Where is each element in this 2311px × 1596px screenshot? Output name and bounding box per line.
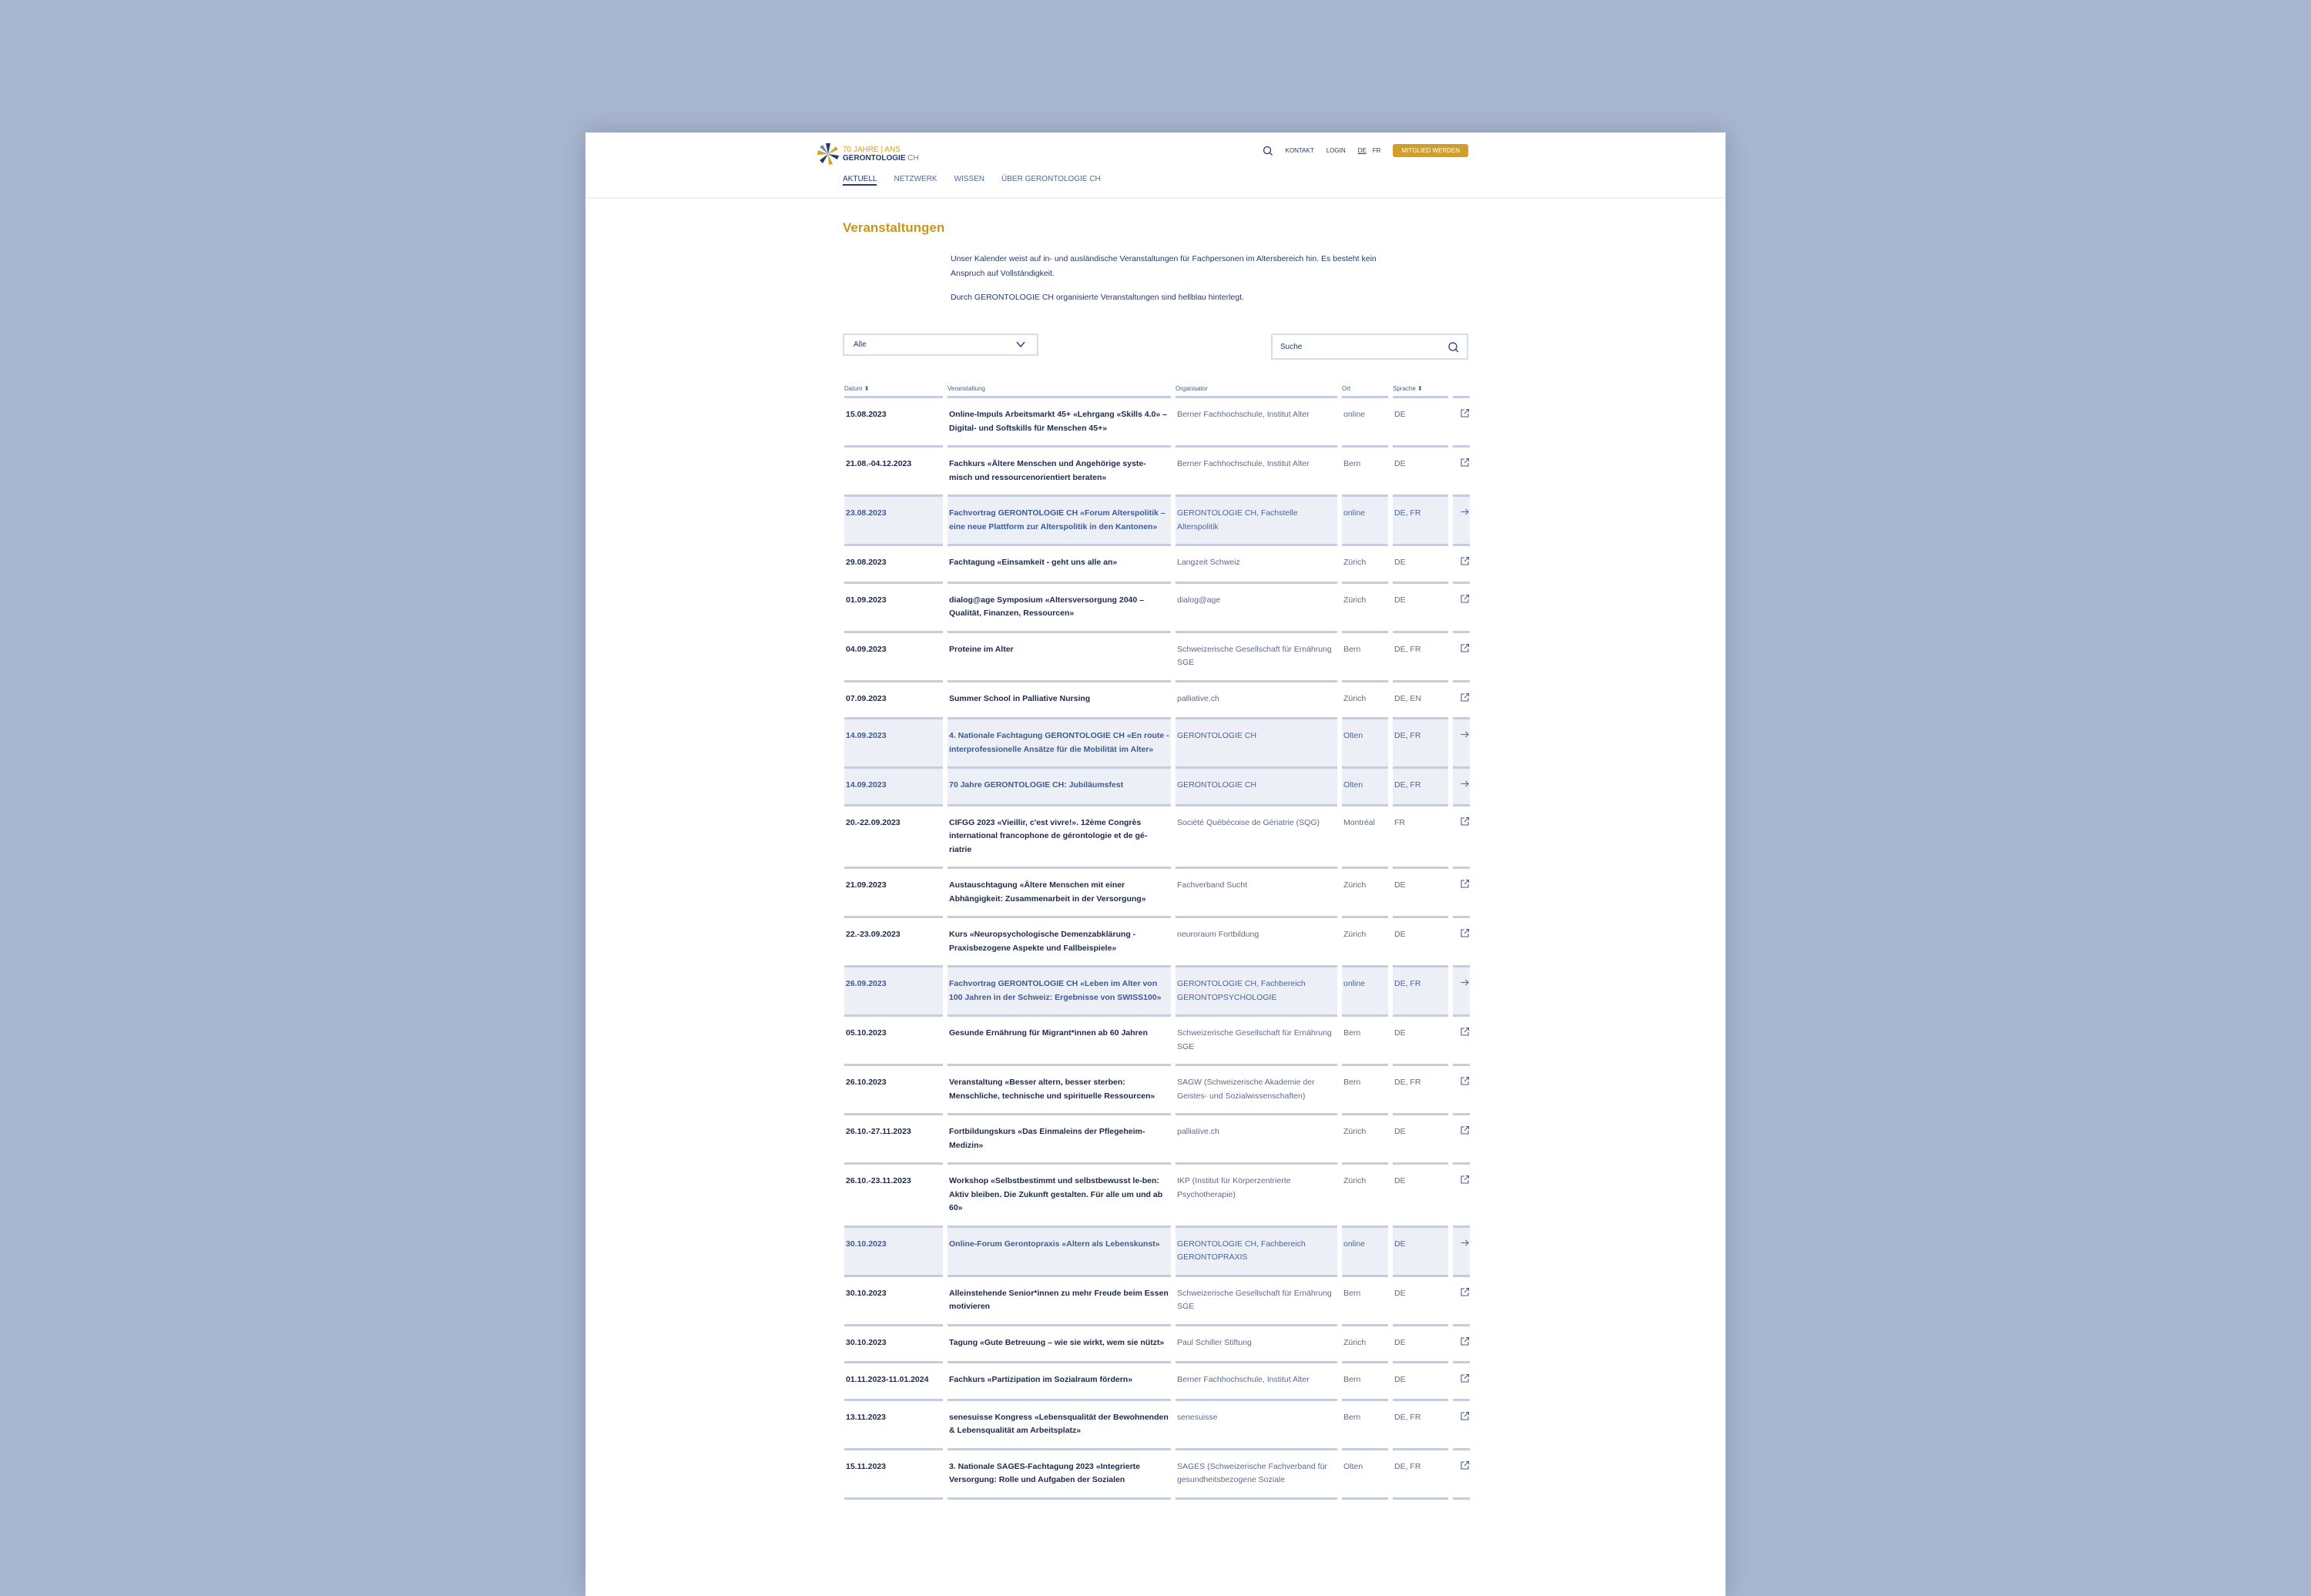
event-place: Zürich [1342,1326,1388,1364]
event-place: Bern [1342,448,1388,497]
event-language: DE [1393,584,1448,633]
event-title[interactable]: Fachkurs «Partizipation im Sozialraum fördern» [948,1363,1171,1401]
event-title[interactable]: Austauschtagung «Ältere Menschen mit einer Abhängigkeit: Zusammenarbeit in der Versorgung» [948,869,1171,918]
search-icon[interactable] [1263,146,1273,156]
event-organizer: IKP (Institut für Körperzentrierte Psychotherapie) [1176,1165,1337,1228]
event-language: FR [1393,806,1448,870]
external-link-icon[interactable] [1453,1115,1470,1165]
event-language: DE [1393,918,1448,967]
table-row[interactable] [844,1228,1470,1277]
event-language: DE [1393,1228,1448,1277]
event-organizer: Berner Fachhochschule, Institut Alter [1176,1363,1337,1401]
event-organizer: Fachverband Sucht [1176,869,1337,918]
event-title[interactable]: Kurs «Neuropsychologische Demenzabklärung - Praxisbezogene Aspekte und Fallbeispiele» [948,918,1171,967]
event-organizer: SAGES (Schweizerische Fachverband für gesundheitsbezogene Soziale [1176,1450,1337,1500]
external-link-icon[interactable] [1453,1326,1470,1364]
table-row[interactable] [844,869,1470,918]
external-link-icon[interactable] [1453,1017,1470,1066]
external-link-icon[interactable] [1453,1066,1470,1115]
column-header-organisator: Organisator [1176,385,1337,398]
intro-text [951,252,1382,314]
external-link-icon[interactable] [1453,1277,1470,1326]
event-place: online [1342,967,1388,1017]
search-input[interactable] [1271,334,1468,360]
column-header-datum[interactable]: Datum ⬍ [844,385,943,398]
table-row[interactable] [844,497,1470,546]
event-title[interactable]: Fortbildungskurs «Das Einmaleins der Pflegeheim-Medizin» [948,1115,1171,1165]
event-date: 26.10.-27.11.2023 [844,1115,943,1165]
event-title[interactable]: Workshop «Selbstbestimmt und selbstbewusst le-ben: Aktiv bleiben. Die Zukunft gestalten. Für alle um und ab 60» [948,1165,1171,1228]
event-date: 04.09.2023 [844,633,943,682]
event-organizer: Langzeit Schweiz [1176,546,1337,584]
event-organizer: palliative.ch [1176,682,1337,720]
event-place: online [1342,398,1388,448]
event-place: Zürich [1342,918,1388,967]
event-place: Bern [1342,1017,1388,1066]
event-place: Bern [1342,633,1388,682]
event-date: 01.11.2023-11.01.2024 [844,1363,943,1401]
external-link-icon[interactable] [1453,1363,1470,1401]
event-organizer: Schweizerische Gesellschaft für Ernährung SGE [1176,633,1337,682]
external-link-icon[interactable] [1453,1450,1470,1500]
event-date: 30.10.2023 [844,1277,943,1326]
nav-netzwerk[interactable]: NETZWERK [894,175,937,183]
logo-line-2: GERONTOLOGIE [843,154,906,163]
sort-icon[interactable]: ⬍ [1417,385,1423,392]
event-language: DE, FR [1393,1401,1448,1450]
login-link[interactable]: LOGIN [1326,147,1346,154]
event-organizer: Société Québécoise de Gériatrie (SQG) [1176,806,1337,870]
event-place: Zürich [1342,1165,1388,1228]
event-place: Zürich [1342,1115,1388,1165]
event-date: 26.10.-23.11.2023 [844,1165,943,1228]
event-date: 22.-23.09.2023 [844,918,943,967]
event-title[interactable]: Veranstaltung «Besser altern, besser sterben: Menschliche, technische und spirituelle Ressourcen» [948,1066,1171,1115]
event-title[interactable]: 4. Nationale Fachtagung GERONTOLOGIE CH «En route - interprofessionelle Ansätze für die Mobilität im Alter» [948,719,1171,769]
table-row[interactable] [844,918,1470,967]
event-place: Bern [1342,1363,1388,1401]
event-date: 15.08.2023 [844,398,943,448]
event-organizer: GERONTOLOGIE CH, Fachstelle Alterspolitik [1176,497,1337,546]
event-title[interactable]: dialog@age Symposium «Altersversorgung 2040 – Qualität, Finanzen, Ressourcen» [948,584,1171,633]
table-row[interactable] [844,1363,1470,1401]
intro-paragraph-1: Unser Kalender weist auf in- und ausländische Veranstaltungen für Fachpersonen im Altersbereich hin. Es besteht kein Anspruch auf Vollständigkeit. [951,254,1377,278]
logo[interactable] [817,142,919,166]
table-row[interactable] [844,1450,1470,1500]
external-link-icon[interactable] [1453,918,1470,967]
table-row[interactable] [844,546,1470,584]
event-date: 30.10.2023 [844,1326,943,1364]
page-card [585,132,1726,1596]
event-date: 05.10.2023 [844,1017,943,1066]
event-title[interactable]: CIFGG 2023 «Vieillir, c'est vivre!». 12ème Congrès international francophone de gérontologie et de gé-riatrie [948,806,1171,870]
table-row[interactable] [844,1017,1470,1066]
event-date: 15.11.2023 [844,1450,943,1500]
event-language: DE, FR [1393,967,1448,1017]
event-language: DE [1393,448,1448,497]
nav-wissen[interactable]: WISSEN [954,175,985,183]
category-select-value: Alle [854,340,867,349]
external-link-icon[interactable] [1453,633,1470,682]
event-title[interactable]: senesuisse Kongress «Lebensqualität der Bewohnenden & Lebensqualität am Arbeitsplatz» [948,1401,1171,1450]
arrow-right-icon[interactable] [1453,967,1470,1017]
table-row[interactable] [844,719,1470,769]
event-place: Montréal [1342,806,1388,870]
language-de[interactable]: DE [1357,147,1367,154]
event-title[interactable]: Gesunde Ernährung für Migrant*innen ab 60 Jahren [948,1017,1171,1066]
external-link-icon[interactable] [1453,398,1470,448]
event-language: DE [1393,1326,1448,1364]
external-link-icon[interactable] [1453,682,1470,720]
arrow-right-icon[interactable] [1453,497,1470,546]
logo-line-1: 70 JAHRE | ANS [843,146,901,154]
event-organizer: dialog@age [1176,584,1337,633]
event-organizer: GERONTOLOGIE CH [1176,719,1337,769]
event-language: DE [1393,869,1448,918]
event-place: online [1342,497,1388,546]
column-header-sprache[interactable]: Sprache ⬍ [1393,385,1448,398]
column-header-ort: Ort [1342,385,1388,398]
language-fr[interactable]: FR [1372,147,1381,154]
site-header [585,132,1726,199]
event-organizer: GERONTOLOGIE CH, Fachbereich GERONTOPSYCHOLOGIE [1176,967,1337,1017]
event-organizer: GERONTOLOGIE CH, Fachbereich GERONTOPRAXIS [1176,1228,1337,1277]
arrow-right-icon[interactable] [1453,719,1470,769]
chevron-down-icon [1015,340,1026,349]
main-navigation [843,175,1101,186]
events-table [840,385,1474,1500]
column-header-veranstaltung: Veranstaltung [948,385,1171,398]
event-title[interactable]: Fachtagung «Einsamkeit - geht uns alle an» [948,546,1171,584]
event-language: DE [1393,398,1448,448]
nav-ueber[interactable]: ÜBER GERONTOLOGIE CH [1001,175,1101,183]
arrow-right-icon[interactable] [1453,1228,1470,1277]
search-placeholder: Suche [1280,343,1303,351]
event-place: Olten [1342,1450,1388,1500]
event-date: 14.09.2023 [844,769,943,806]
event-language: DE [1393,546,1448,584]
event-language: DE, FR [1393,1450,1448,1500]
event-date: 23.08.2023 [844,497,943,546]
event-place: Zürich [1342,584,1388,633]
kontakt-link[interactable]: KONTAKT [1285,147,1314,154]
external-link-icon[interactable] [1453,448,1470,497]
event-date: 20.-22.09.2023 [844,806,943,870]
table-row[interactable] [844,806,1470,870]
event-organizer: Berner Fachhochschule, Institut Alter [1176,448,1337,497]
event-title[interactable]: Fachvortrag GERONTOLOGIE CH «Leben im Alter von 100 Jahren in der Schweiz: Ergebnisse von SWISS100» [948,967,1171,1017]
event-date: 30.10.2023 [844,1228,943,1277]
table-row[interactable] [844,1326,1470,1364]
table-row[interactable] [844,1066,1470,1115]
event-language: DE [1393,1017,1448,1066]
table-row[interactable] [844,1277,1470,1326]
table-row[interactable] [844,448,1470,497]
event-title[interactable]: Summer School in Palliative Nursing [948,682,1171,720]
table-row[interactable] [844,398,1470,448]
event-place: Zürich [1342,869,1388,918]
event-date: 01.09.2023 [844,584,943,633]
event-language: DE, EN [1393,682,1448,720]
event-title[interactable]: Alleinstehende Senior*innen zu mehr Freude beim Essen motivieren [948,1277,1171,1326]
event-date: 07.09.2023 [844,682,943,720]
category-select[interactable] [843,334,1038,356]
table-row[interactable] [844,584,1470,633]
external-link-icon[interactable] [1453,584,1470,633]
event-title[interactable]: Tagung «Gute Betreuung – wie sie wirkt, wem sie nützt» [948,1326,1171,1364]
intro-paragraph-2: Durch GERONTOLOGIE CH organisierte Veranstaltungen sind hellblau hinterlegt. [951,293,1244,302]
event-date: 26.10.2023 [844,1066,943,1115]
event-place: Bern [1342,1277,1388,1326]
event-title[interactable]: Fachkurs «Ältere Menschen und Angehörige syste-misch und ressourcenorientiert beraten» [948,448,1171,497]
top-navigation [1263,144,1468,157]
table-row[interactable] [844,1401,1470,1450]
event-language: DE [1393,1115,1448,1165]
event-date: 29.08.2023 [844,546,943,584]
external-link-icon[interactable] [1453,1401,1470,1450]
logo-star-icon [817,142,840,166]
page-title: Veranstaltungen [843,220,945,235]
event-place: Bern [1342,1401,1388,1450]
event-organizer: GERONTOLOGIE CH [1176,769,1337,806]
event-title[interactable]: 70 Jahre GERONTOLOGIE CH: Jubiläumsfest [948,769,1171,806]
table-row[interactable] [844,682,1470,720]
search-icon[interactable] [1447,341,1460,354]
event-date: 21.09.2023 [844,869,943,918]
sort-icon[interactable]: ⬍ [864,385,870,392]
event-date: 13.11.2023 [844,1401,943,1450]
external-link-icon[interactable] [1453,806,1470,870]
event-place: Bern [1342,1066,1388,1115]
event-date: 21.08.-04.12.2023 [844,448,943,497]
event-title[interactable]: Proteine im Alter [948,633,1171,682]
event-organizer: senesuisse [1176,1401,1337,1450]
table-row[interactable] [844,1165,1470,1228]
event-place: Olten [1342,769,1388,806]
event-organizer: Paul Schiller Stiftung [1176,1326,1337,1364]
event-language: DE, FR [1393,769,1448,806]
event-language: DE [1393,1363,1448,1401]
event-title[interactable]: 3. Nationale SAGES-Fachtagung 2023 «Integrierte Versorgung: Rolle und Aufgaben der Sozialen [948,1450,1171,1500]
event-language: DE [1393,1165,1448,1228]
event-organizer: palliative.ch [1176,1115,1337,1165]
event-language: DE, FR [1393,497,1448,546]
event-organizer: SAGW (Schweizerische Akademie der Geistes- und Sozialwissenschaften) [1176,1066,1337,1115]
event-language: DE, FR [1393,719,1448,769]
table-row[interactable] [844,633,1470,682]
event-language: DE, FR [1393,1066,1448,1115]
event-title[interactable]: Fachvortrag GERONTOLOGIE CH «Forum Alterspolitik – eine neue Plattform zur Alterspolitik in den Kantonen» [948,497,1171,546]
event-date: 26.09.2023 [844,967,943,1017]
event-organizer: Schweizerische Gesellschaft für Ernährung SGE [1176,1017,1337,1066]
event-place: online [1342,1228,1388,1277]
column-header-link [1453,385,1470,398]
event-organizer: Schweizerische Gesellschaft für Ernährung SGE [1176,1277,1337,1326]
table-row[interactable] [844,967,1470,1017]
external-link-icon[interactable] [1453,546,1470,584]
event-language: DE, FR [1393,633,1448,682]
event-title[interactable]: Online-Impuls Arbeitsmarkt 45+ «Lehrgang «Skills 4.0» – Digital- und Softskills für Menschen 45+» [948,398,1171,448]
event-date: 14.09.2023 [844,719,943,769]
event-organizer: Berner Fachhochschule, Institut Alter [1176,398,1337,448]
become-member-button[interactable]: MITGLIED WERDEN [1393,144,1468,157]
external-link-icon[interactable] [1453,869,1470,918]
table-row[interactable] [844,1115,1470,1165]
logo-line-2-suffix: CH [907,154,919,163]
table-row[interactable] [844,769,1470,806]
event-title[interactable]: Online-Forum Gerontopraxis «Altern als Lebenskunst» [948,1228,1171,1277]
event-place: Zürich [1342,546,1388,584]
event-organizer: neuroraum Fortbildung [1176,918,1337,967]
arrow-right-icon[interactable] [1453,769,1470,806]
event-place: Olten [1342,719,1388,769]
event-place: Zürich [1342,682,1388,720]
external-link-icon[interactable] [1453,1165,1470,1228]
nav-aktuell[interactable]: AKTUELL [843,175,877,186]
event-language: DE [1393,1277,1448,1326]
